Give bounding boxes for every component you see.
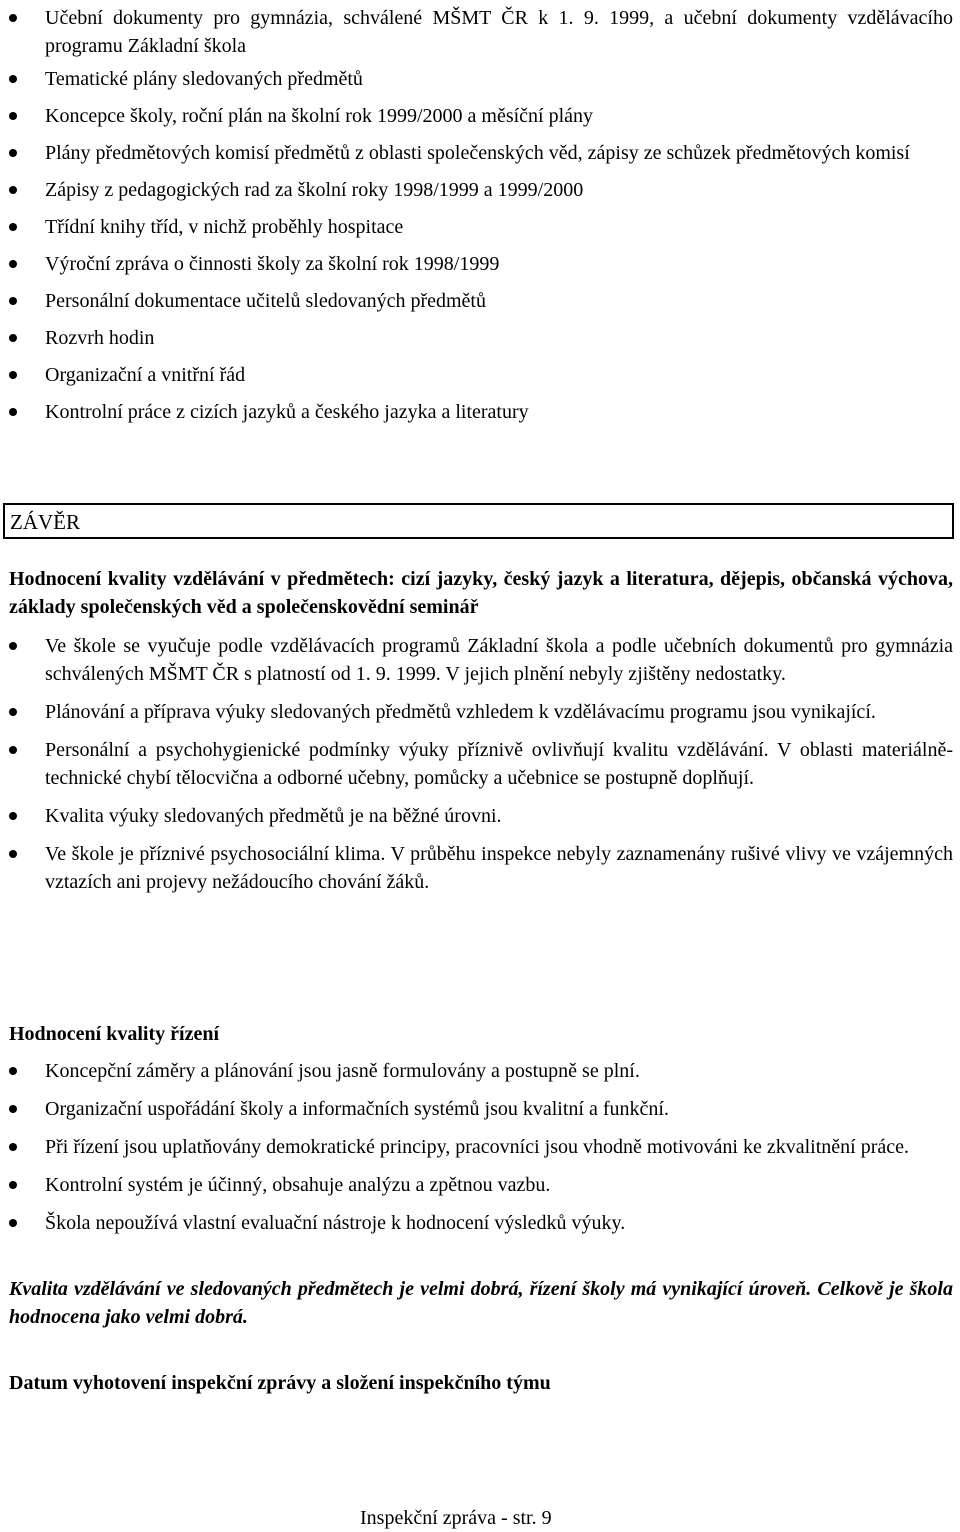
list-item: Ve škole je příznivé psychosociální klima. V průběhu inspekce nebyly zaznamenány rušivé vlivy ve vzájemných vztazích ani projevy nežádoucího chování žáků.	[0, 840, 953, 896]
list-item: Kontrolní systém je účinný, obsahuje analýzu a zpětnou vazbu.	[0, 1171, 953, 1199]
management-heading: Hodnocení kvality řízení	[9, 1023, 219, 1045]
list-item: Kvalita výuky sledovaných předmětů je na běžné úrovni.	[0, 802, 953, 830]
list-item: Koncepce školy, roční plán na školní rok 1999/2000 a měsíční plány	[0, 102, 953, 130]
list-item: Tematické plány sledovaných předmětů	[0, 65, 953, 93]
conclusion-text: Kvalita vzdělávání ve sledovaných předmětech je velmi dobrá, řízení školy má vynikající úroveň. Celkově je škola hodnocena jako velmi dobrá.	[9, 1278, 953, 1328]
list-item: Plánování a příprava výuky sledovaných předmětů vzhledem k vzdělávacímu programu jsou vynikající.	[0, 698, 953, 726]
page-footer: Inspekční zpráva - str. 9	[360, 1507, 552, 1529]
list-item: Koncepční záměry a plánování jsou jasně formulovány a postupně se plní.	[0, 1057, 953, 1085]
list-item: Při řízení jsou uplatňovány demokratické principy, pracovníci jsou vhodně motivováni ke zkvalitnění práce.	[0, 1133, 953, 1161]
list-item: Personální dokumentace učitelů sledovaných předmětů	[0, 287, 953, 315]
documents-list	[0, 4, 953, 426]
list-item: Rozvrh hodin	[0, 324, 953, 352]
list-item: Škola nepoužívá vlastní evaluační nástroje k hodnocení výsledků výuky.	[0, 1209, 953, 1237]
list-item: Organizační uspořádání školy a informačních systémů jsou kvalitní a funkční.	[0, 1095, 953, 1123]
list-item: Plány předmětových komisí předmětů z oblasti společenských věd, zápisy ze schůzek předmětových komisí	[0, 139, 953, 167]
list-item: Organizační a vnitřní řád	[0, 361, 953, 389]
management-list	[0, 1057, 953, 1237]
section-heading: ZÁVĚR	[10, 510, 80, 534]
date-heading: Datum vyhotovení inspekční zprávy a složení inspekčního týmu	[9, 1372, 551, 1394]
list-item: Učební dokumenty pro gymnázia, schválené MŠMT ČR k 1. 9. 1999, a učební dokumenty vzdělávacího programu Základní škola	[0, 4, 953, 60]
list-item: Zápisy z pedagogických rad za školní roky 1998/1999 a 1999/2000	[0, 176, 953, 204]
education-list	[0, 632, 953, 896]
section-heading-box	[3, 503, 954, 539]
list-item: Personální a psychohygienické podmínky výuky příznivě ovlivňují kvalitu vzdělávání. V oblasti materiálně-technické chybí tělocvična a odborné učebny, pomůcky a učebnice se postupně doplňují.	[0, 736, 953, 792]
list-item: Ve škole se vyučuje podle vzdělávacích programů Základní škola a podle učebních dokumentů pro gymnázia schválených MŠMT ČR s platností od 1. 9. 1999. V jejich plnění nebyly zjištěny nedostatky.	[0, 632, 953, 688]
list-item: Třídní knihy tříd, v nichž proběhly hospitace	[0, 213, 953, 241]
education-quality-heading: Hodnocení kvality vzdělávání v předmětech: cizí jazyky, český jazyk a literatura, dějepis, občanská výchova, základy společenských věd a společenskovědní seminář	[9, 568, 953, 618]
list-item: Výroční zpráva o činnosti školy za školní rok 1998/1999	[0, 250, 953, 278]
list-item: Kontrolní práce z cizích jazyků a českého jazyka a literatury	[0, 398, 953, 426]
